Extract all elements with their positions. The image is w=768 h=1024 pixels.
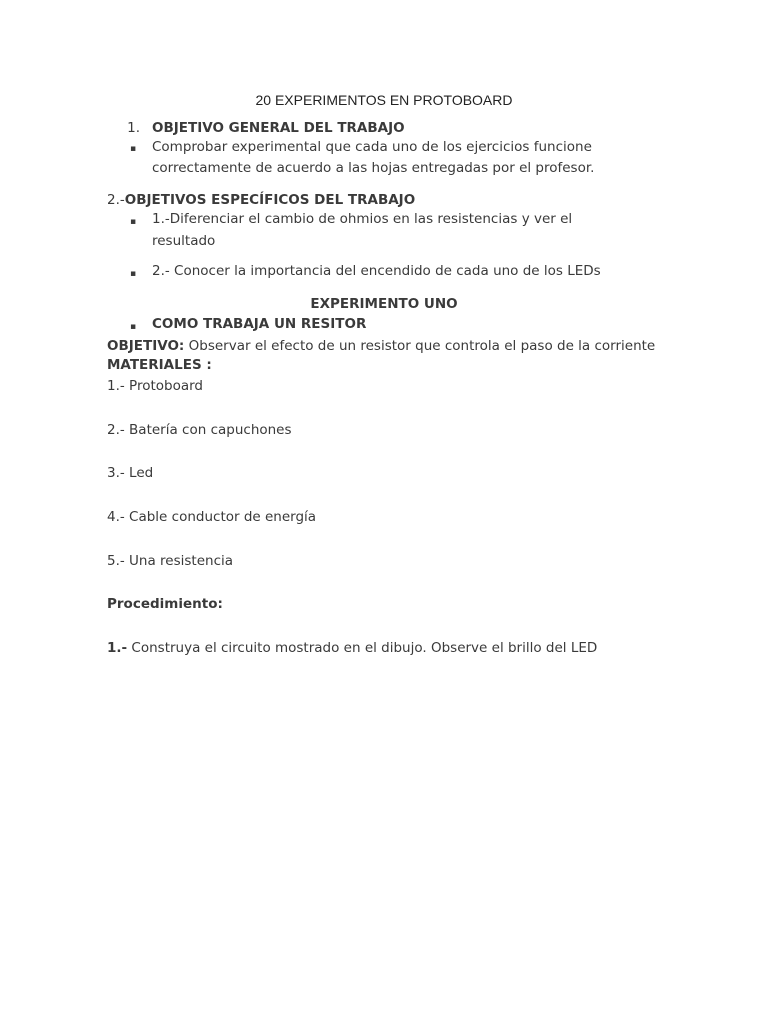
- bullet-marker: ▪: [130, 322, 137, 332]
- objective-row: [107, 337, 655, 355]
- material-item: 3.- Led: [107, 465, 154, 481]
- objective-label: OBJETIVO:: [107, 338, 185, 354]
- material-item: 4.- Cable conductor de energía: [107, 509, 317, 525]
- bullet-marker: ▪: [130, 217, 137, 227]
- section2-heading-row: [107, 191, 415, 209]
- document-title: 20 EXPERIMENTOS EN PROTOBOARD: [255, 92, 513, 108]
- material-item: 1.- Protoboard: [107, 378, 203, 394]
- materials-label: MATERIALES :: [107, 357, 212, 373]
- section2-bullet1-line1: 1.-Diferenciar el cambio de ohmios en las resistencias y ver el: [152, 211, 573, 227]
- section2-bullet2: 2.- Conocer la importancia del encendido de cada uno de los LEDs: [152, 263, 601, 279]
- section1-heading: OBJETIVO GENERAL DEL TRABAJO: [152, 120, 405, 136]
- section2-number: 2.-: [107, 192, 125, 208]
- experiment-subheading: COMO TRABAJA UN RESITOR: [152, 316, 367, 332]
- section1-bullet-line1: Comprobar experimental que cada uno de los ejercicios funcione: [152, 139, 592, 155]
- step1-text: Construya el circuito mostrado en el dibujo. Observe el brillo del LED: [127, 640, 598, 656]
- procedure-label: Procedimiento:: [107, 596, 223, 612]
- material-item: 2.- Batería con capuchones: [107, 422, 292, 438]
- bullet-marker: ▪: [130, 269, 137, 279]
- bullet-marker: ▪: [130, 144, 137, 154]
- section1-bullet-line2: correctamente de acuerdo a las hojas entregadas por el profesor.: [152, 160, 595, 176]
- procedure-step1: [107, 639, 597, 657]
- section2-bullet1-line2: resultado: [152, 233, 216, 249]
- section2-heading: OBJETIVOS ESPECÍFICOS DEL TRABAJO: [124, 192, 416, 208]
- objective-text: Observar el efecto de un resistor que controla el paso de la corriente: [184, 338, 656, 354]
- section1-number: 1.: [127, 120, 140, 136]
- material-item: 5.- Una resistencia: [107, 553, 234, 569]
- step1-label: 1.-: [107, 640, 128, 656]
- experiment-heading: EXPERIMENTO UNO: [310, 296, 458, 312]
